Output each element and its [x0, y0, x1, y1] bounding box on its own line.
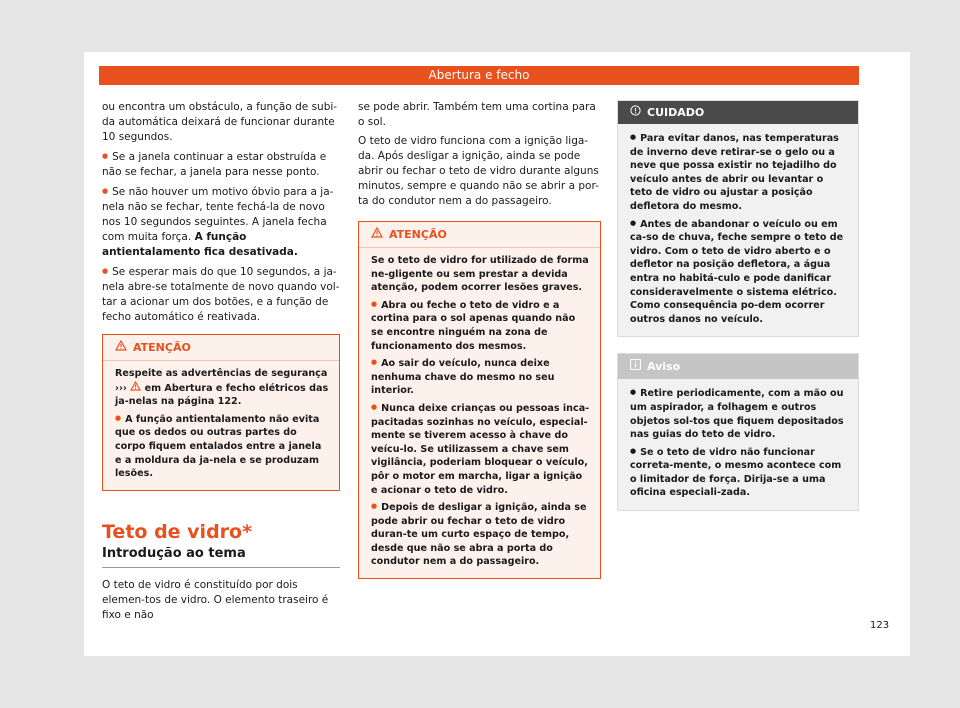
bullet-item: [102, 149, 340, 180]
page-header: Abertura e fecho: [99, 66, 859, 85]
bullet-text: A função antientalamento não evita que os dedos ou outras partes do corpo fiquem entalados entre a janela e a moldura da ja-nela e se produzam lesões.: [115, 413, 322, 480]
warning-triangle-icon: [130, 383, 141, 394]
bullet-text: Abra ou feche o teto de vidro e a cortina para o sol apenas quando não se encontre ninguém na zona de funcionamento dos mesmos.: [371, 299, 576, 352]
notice-header: [618, 354, 858, 379]
bullet-text: Depois de desligar a ignição, ainda se pode abrir ou fechar o teto de vidro duran-te um curto espaço de tempo, desde que não se abra a porta do condutor nem a do passageiro.: [371, 502, 587, 568]
warning-body: [359, 248, 600, 578]
notice-bullet: [630, 386, 848, 441]
warning-box: [358, 221, 601, 579]
caution-title: CUIDADO: [647, 106, 705, 119]
bullet-text: Ao sair do veículo, nunca deixe nenhuma chave do mesmo no seu interior.: [371, 358, 555, 397]
warning-bullet: [371, 298, 590, 353]
bullet-item: [102, 264, 340, 325]
warning-bullet: [115, 412, 329, 481]
caution-body: [618, 124, 858, 336]
warning-paragraph: [115, 367, 329, 409]
notice-box: [617, 353, 859, 511]
caution-header: [618, 101, 858, 124]
column-3: [617, 100, 859, 511]
warning-triangle-icon: [115, 340, 127, 355]
warning-bullet: [371, 500, 590, 569]
bullet-text: Retire periodicamente, com a mão ou um aspirador, a folhagem e outros objetos sol-tos que fiquem depositados nas guias do teto de vidro.: [630, 388, 844, 441]
caution-bullet: [630, 217, 848, 327]
section-title: Teto de vidro*: [102, 520, 253, 543]
notice-bullet: [630, 445, 848, 500]
caution-bullet: [630, 131, 848, 214]
bullet-text: Se o teto de vidro não funcionar correta-mente, o mesmo acontece com o limitador de força. Dirija-se a uma oficina especiali-zada.: [630, 446, 842, 499]
page-number: 123: [870, 620, 890, 631]
bullet-item: [102, 184, 340, 260]
warning-header: [359, 222, 600, 248]
paragraph: ou encontra um obstáculo, a função de subi-da automática deixará de funcionar durante 10 segundos.: [102, 101, 338, 143]
warning-bullet: [371, 401, 590, 497]
bullet-text: Antes de abandonar o veículo ou em ca-so de chuva, feche sempre o teto de vidro. Com o teto de vidro aberto e o defletor na posição defletora, a água entra no habitá-culo e pode danificar consideravelmente o sistema elétrico. Como consequência po-dem ocorrer outros danos no veículo.: [630, 218, 844, 325]
warning-triangle-icon: [371, 227, 383, 242]
paragraph: O teto de vidro é constituído por dois elemen-tos de vidro. O elemento traseiro é fixo e não: [102, 578, 329, 621]
warning-title: ATENÇÃO: [389, 228, 447, 241]
bullet-text: Se esperar mais do que 10 segundos, a ja-nela abre-se totalmente de novo quando vol-tar a acionar um dos botões, e a função de fecho automático é reativada.: [102, 266, 340, 323]
reference-arrows: ›››: [115, 382, 127, 394]
warning-paragraph: Se o teto de vidro for utilizado de forma ne-gligente ou sem prestar a devida atenção, podem ocorrer lesões graves.: [371, 255, 589, 294]
column-1: [102, 100, 340, 627]
subsection-title: Introdução ao tema: [102, 546, 340, 568]
warning-body: [103, 361, 339, 490]
warning-title: ATENÇÃO: [133, 341, 191, 354]
notice-body: [618, 379, 858, 510]
bullet-text: Se a janela continuar a estar obstruída e não se fechar, a janela para nesse ponto.: [102, 151, 327, 178]
bullet-text: Nunca deixe crianças ou pessoas inca-pacitadas sozinhas no veículo, especial-mente se tiverem acesso à chave do veícu-lo. Se utilizassem a chave sem vigilância, poderiam bloquear o veículo, pôr o motor em marcha, ligar a ignição e acionar o teto de vidro.: [371, 402, 590, 496]
caution-box: [617, 100, 859, 337]
warning-text: Respeite as advertências de segurança: [115, 368, 328, 379]
warning-text: em Abertura e fecho elétricos das ja-nelas na página 122.: [115, 382, 329, 408]
warning-header: [103, 335, 339, 361]
warning-bullet: [371, 356, 590, 398]
warning-box: [102, 334, 340, 491]
bullet-text: Se não houver um motivo óbvio para a ja-nela não se fechar, tente fechá-la de novo nos 10 segundos seguintes. A janela fecha com muita força.: [102, 186, 334, 243]
notice-title: Aviso: [647, 360, 681, 374]
column-2: [358, 100, 601, 579]
bullet-text: Para evitar danos, nas temperaturas de inverno deve retirar-se o gelo ou a neve que possa existir no tejadilho do veículo antes de abrir ou levantar o teto de vidro ou ajustar a posição defletora do mesmo.: [630, 133, 839, 212]
info-circle-icon: [630, 105, 641, 120]
info-square-icon: [630, 359, 641, 374]
bullet-bold-text: A função antientalamento fica desativada.: [102, 231, 298, 258]
paragraph: se pode abrir. Também tem uma cortina para o sol.: [358, 101, 596, 128]
paragraph: O teto de vidro funciona com a ignição liga-da. Após desligar a ignição, ainda se pode abrir ou fechar o teto de vidro durante alguns minutos, sempre e quando não se abrir a por-ta do condutor nem a do passageiro.: [358, 135, 599, 207]
